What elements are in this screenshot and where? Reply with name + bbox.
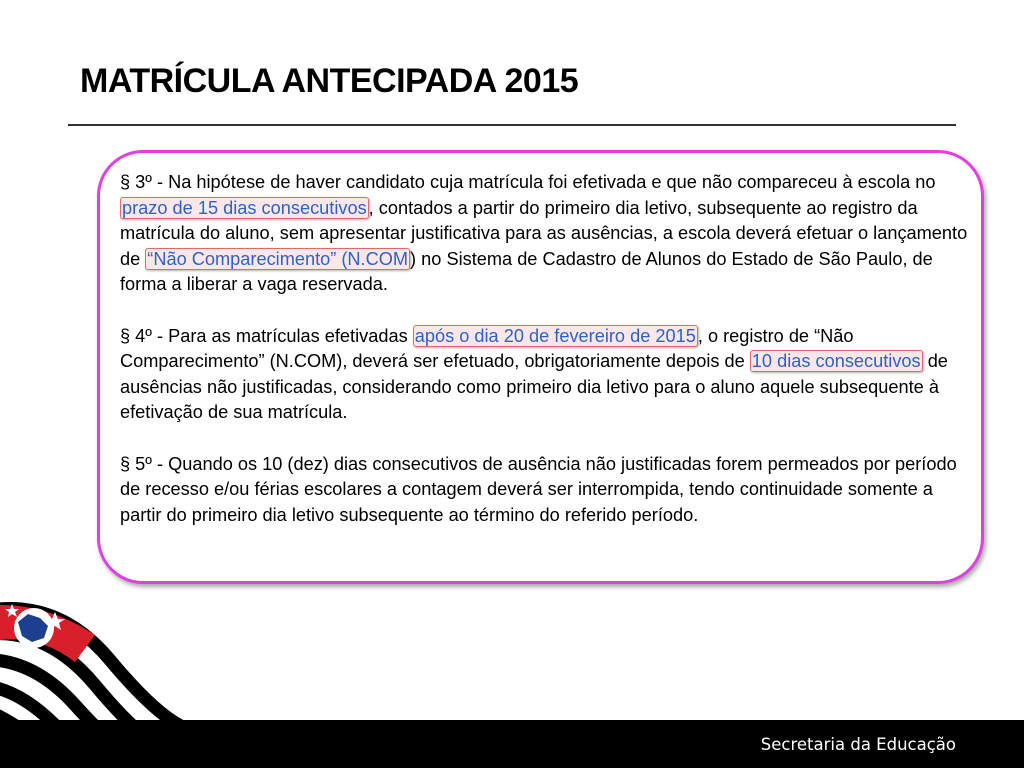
paragraph-3-text-3: ) no Sistema de Cadastro de Alunos do Estado de São Paulo, de forma a liberar a vaga reservada. [120, 248, 933, 295]
paragraph-5 [120, 452, 968, 529]
paragraph-3-text-2: , contados a partir do primeiro dia letivo, subsequente ao registro da matrícula do aluno, sem apresentar justificativa para as ausências, a escola deverá efetuar o lançamento de [120, 197, 968, 269]
paragraph-3-text-1: § 3º - Na hipótese de haver candidato cuja matrícula foi efetivada e que não compareceu à escola no [120, 172, 936, 192]
highlight-apos-20-fevereiro: após o dia 20 de fevereiro de 2015 [414, 325, 696, 346]
highlight-prazo-15-dias: prazo de 15 dias consecutivos [122, 197, 367, 218]
paragraph-3 [120, 170, 968, 298]
footer-label: Secretaria da Educação [760, 735, 956, 754]
slide-content [120, 170, 968, 554]
paragraph-5-text-1: § 5º - Quando os 10 (dez) dias consecutivos de ausência não justificadas forem permeados por período de recesso e/ou férias escolares a contagem deverá ser interrompida, tendo continuidade somente a partir do primeiro dia letivo subsequente ao término do referido período. [120, 453, 957, 525]
paragraph-4-text-1: § 4º - Para as matrículas efetivadas [120, 325, 413, 346]
highlight-nao-comparecimento: “Não Comparecimento” (N.COM [147, 248, 409, 269]
paragraph-4-text-3: de ausências não justificadas, considerando como primeiro dia letivo para o aluno aquele subsequente à efetivação de sua matrícula. [120, 351, 948, 423]
slide-title: MATRÍCULA ANTECIPADA 2015 [80, 62, 579, 100]
paragraph-4 [120, 324, 968, 426]
title-divider [68, 124, 956, 126]
highlight-10-dias: 10 dias consecutivos [751, 351, 921, 372]
paragraph-4-text-2: , o registro de “Não Comparecimento” (N.COM), deverá ser efetuado, obrigatoriamente depois de [120, 325, 854, 372]
